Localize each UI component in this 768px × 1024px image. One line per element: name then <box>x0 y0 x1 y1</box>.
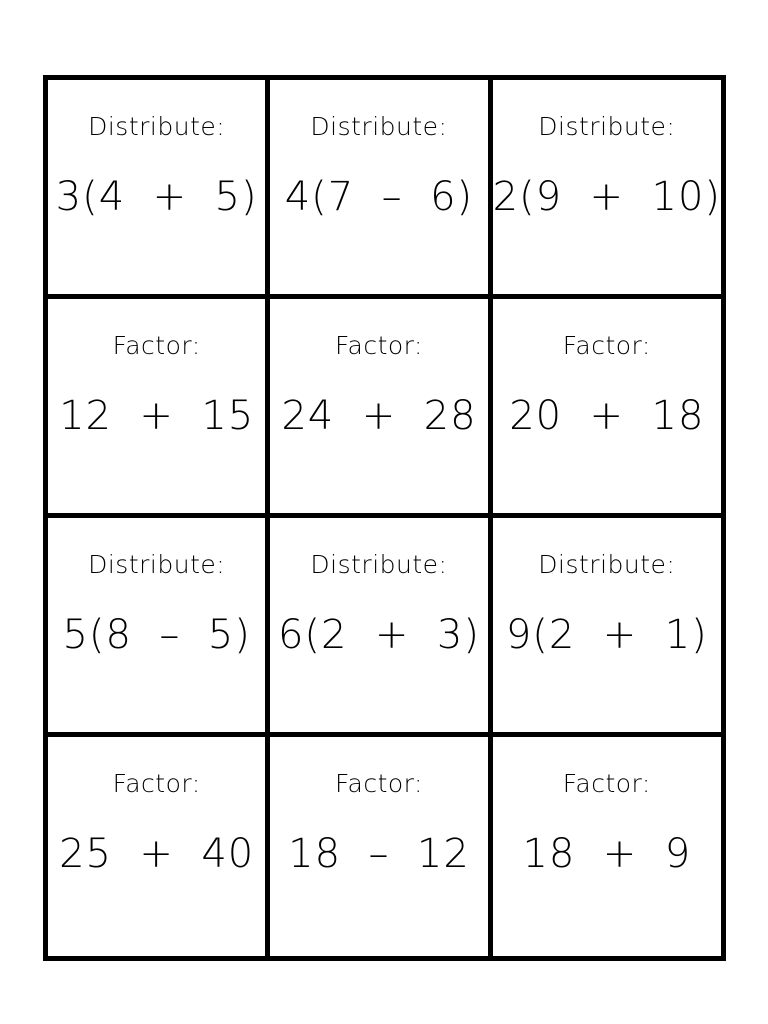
card-instruction: Distribute: <box>310 550 448 579</box>
card-expression: 20 + 18 <box>509 393 705 439</box>
task-card <box>48 737 270 956</box>
card-expression: 5(8 – 5) <box>62 612 251 658</box>
card-instruction: Factor: <box>562 331 651 360</box>
card-instruction: Distribute: <box>310 112 448 141</box>
task-card <box>493 518 721 737</box>
card-expression: 2(9 + 10) <box>492 174 721 220</box>
card-expression: 18 + 9 <box>522 831 692 877</box>
card-instruction: Factor: <box>562 769 651 798</box>
task-card <box>493 80 721 299</box>
card-expression: 25 + 40 <box>59 831 255 877</box>
card-instruction: Factor: <box>334 769 423 798</box>
task-card <box>270 299 492 518</box>
card-instruction: Distribute: <box>538 550 676 579</box>
card-expression: 24 + 28 <box>281 393 477 439</box>
task-card <box>270 737 492 956</box>
card-expression: 9(2 + 1) <box>505 612 708 658</box>
task-card <box>48 299 270 518</box>
card-expression: 3(4 + 5) <box>55 174 258 220</box>
card-instruction: Distribute: <box>88 550 226 579</box>
task-card <box>493 299 721 518</box>
card-instruction: Factor: <box>112 769 201 798</box>
card-instruction: Factor: <box>112 331 201 360</box>
card-instruction: Distribute: <box>88 112 226 141</box>
card-expression: 18 – 12 <box>288 831 470 877</box>
task-card-grid <box>43 75 726 961</box>
task-card <box>270 80 492 299</box>
task-card <box>48 518 270 737</box>
task-card <box>493 737 721 956</box>
task-card <box>270 518 492 737</box>
task-card <box>48 80 270 299</box>
card-expression: 6(2 + 3) <box>277 612 480 658</box>
card-instruction: Factor: <box>334 331 423 360</box>
card-expression: 12 + 15 <box>59 393 255 439</box>
card-expression: 4(7 – 6) <box>284 174 474 220</box>
card-instruction: Distribute: <box>538 112 676 141</box>
